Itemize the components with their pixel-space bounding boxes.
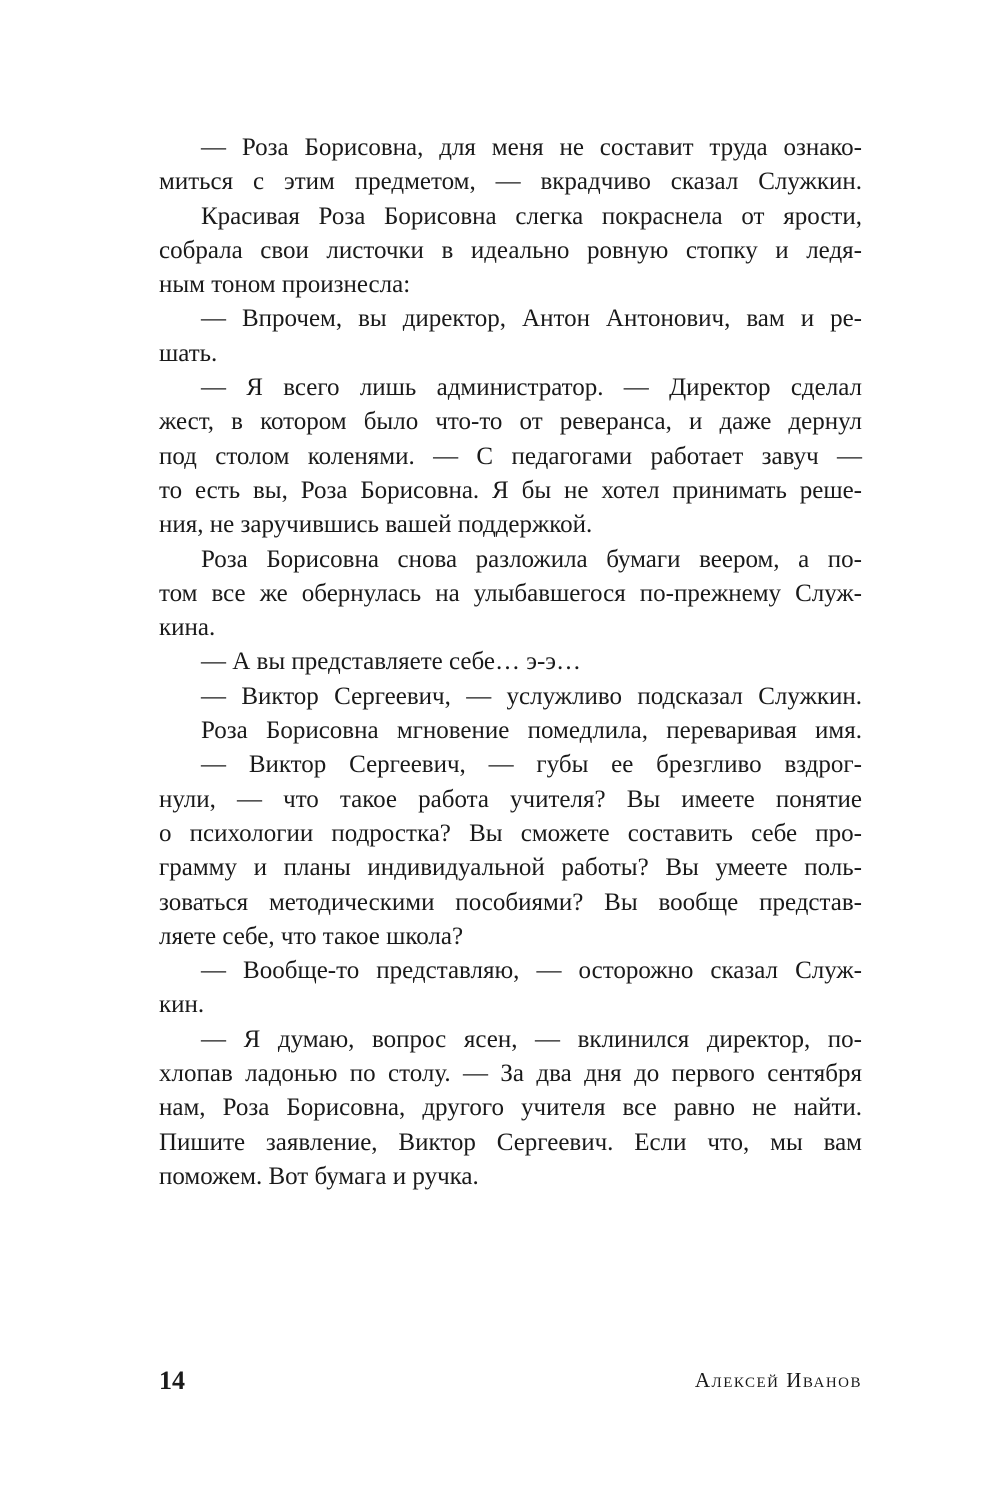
text-line: собрала свои листочки в идеально ровную стопку и ледя- (159, 236, 862, 264)
text-line: под столом коленями. — С педагогами работает завуч — (159, 442, 862, 470)
text-line: ния, не заручившись вашей поддержкой. (159, 511, 593, 539)
text-line: ным тоном произнесла: (159, 271, 411, 299)
text-line: Пишите заявление, Виктор Сергеевич. Если что, мы вам (159, 1128, 862, 1156)
text-line: поможем. Вот бумага и ручка. (159, 1162, 479, 1190)
text-line: нули, — что такое работа учителя? Вы имеете понятие (159, 785, 862, 813)
book-page-body (159, 131, 862, 1194)
text-line: ляете себе, что такое школа? (159, 922, 464, 950)
text-line: — А вы представляете себе… э-э… (201, 648, 582, 676)
text-line: — Виктор Сергеевич, — губы ее брезгливо вздрог- (201, 751, 862, 779)
text-line: грамму и планы индивидуальной работы? Вы умеете поль- (159, 854, 862, 882)
text-line: Роза Борисовна снова разложила бумаги веером, а по- (201, 545, 862, 573)
running-footer-author: Алексей Иванов (694, 1368, 862, 1392)
text-line: — Роза Борисовна, для меня не составит труда ознако- (201, 134, 862, 161)
text-line: — Вообще-то представляю, — осторожно сказал Служ- (201, 957, 862, 985)
text-line: нам, Роза Борисовна, другого учителя все равно не найти. (159, 1094, 862, 1122)
text-line: — Виктор Сергеевич, — услужливо подсказал Служкин. (201, 682, 862, 710)
text-line: о психологии подростка? Вы сможете составить себе про- (159, 819, 862, 847)
text-line: зоваться методическими пособиями? Вы вообще представ- (159, 888, 862, 916)
text-line: жест, в котором было что-то от реверанса, и даже дернул (159, 408, 862, 436)
text-line: — Я всего лишь администратор. — Директор сделал (201, 374, 862, 402)
text-line: том все же обернулась на улыбавшегося по-прежнему Служ- (159, 579, 862, 607)
text-line: шать. (159, 339, 218, 367)
text-line: Роза Борисовна мгновение помедлила, переваривая имя. (201, 717, 862, 745)
page-number: 14 (159, 1366, 185, 1395)
text-line: миться с этим предметом, — вкрадчиво сказал Служкин. (159, 168, 862, 196)
text-line: — Впрочем, вы директор, Антон Антонович, вам и ре- (201, 305, 862, 333)
text-line: то есть вы, Роза Борисовна. Я бы не хотел принимать реше- (159, 476, 862, 504)
text-line: хлопав ладонью по столу. — За два дня до первого сентября (159, 1060, 862, 1088)
text-line: кин. (159, 991, 205, 1019)
text-line: — Я думаю, вопрос ясен, — вклинился директор, по- (201, 1025, 862, 1053)
text-line: Красивая Роза Борисовна слегка покраснела от ярости, (201, 202, 862, 230)
text-line: кина. (159, 614, 216, 642)
